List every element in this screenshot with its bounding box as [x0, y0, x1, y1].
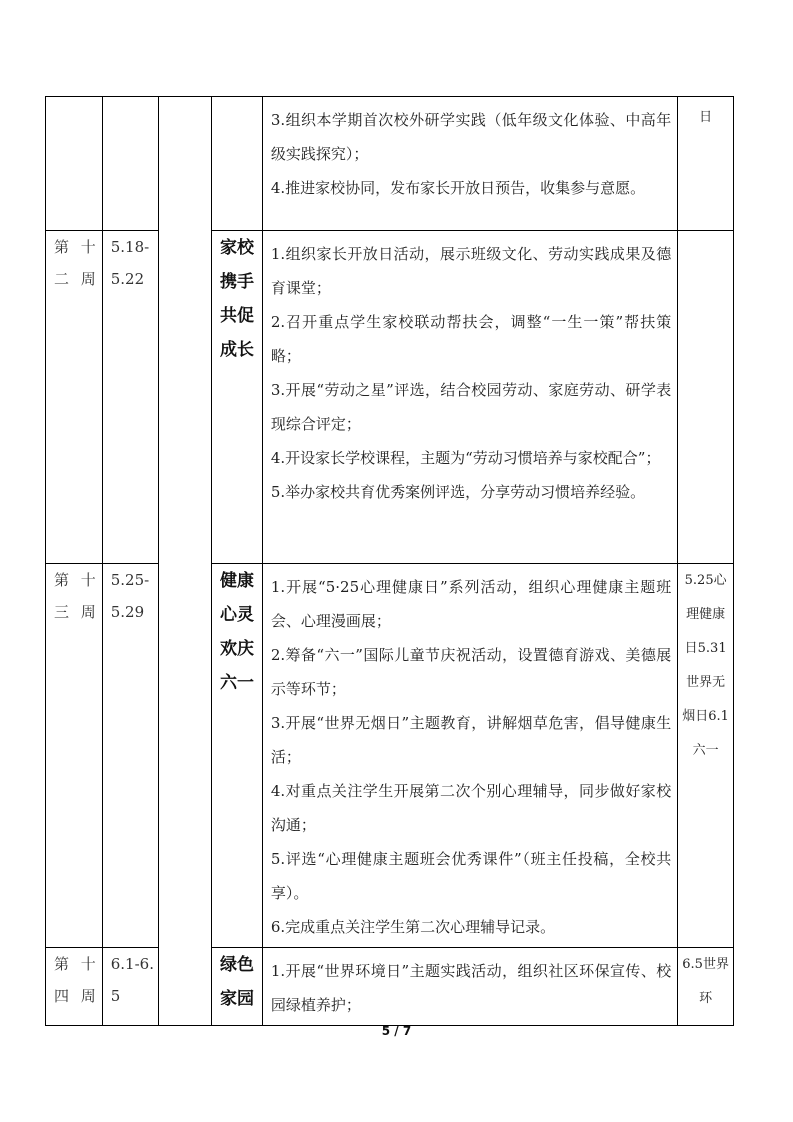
content-item: 1.开展“世界环境日”主题实践活动，组织社区环保宣传、校园绿植养护； [270, 962, 672, 1014]
content-cell [262, 231, 677, 564]
blank-column-cell [159, 97, 212, 1026]
content-item: 4.推进家校协同，发布家长开放日预告，收集参与意愿。 [270, 179, 646, 197]
note-cell [678, 231, 734, 564]
week-label: 第十二周 [54, 238, 96, 288]
content-item: 4.对重点关注学生开展第二次个别心理辅导，同步做好家校沟通； [270, 782, 672, 834]
note-cell [678, 564, 734, 948]
content-item: 1.组织家长开放日活动，展示班级文化、劳动实践成果及德育课堂； [270, 245, 672, 297]
theme-title: 家校携手共促成长 [219, 238, 254, 360]
week-cell [46, 231, 103, 564]
theme-cell [212, 564, 263, 948]
page-number: 5 / 7 [381, 1024, 412, 1038]
theme-cell [212, 231, 263, 564]
table-row [46, 948, 734, 1026]
theme-title: 健康心灵欢庆六一 [219, 571, 254, 693]
week-label: 第十四周 [54, 955, 96, 1005]
date-cell [102, 231, 159, 564]
note-dates: 5.25心理健康日5.31世界无烟日6.1六一 [682, 573, 729, 758]
week-cell [46, 948, 103, 1026]
date-range: 5.25-5.29 [110, 571, 150, 621]
content-cell [262, 97, 677, 231]
note-dates: 6.5世界环 [682, 957, 729, 1006]
table-row [46, 564, 734, 948]
content-item: 2.筹备“六一”国际儿童节庆祝活动，设置德育游戏、美德展示等环节； [270, 646, 672, 698]
week-cell [46, 564, 103, 948]
theme-title: 绿色家园 [219, 955, 254, 1009]
content-item: 5.举办家校共育优秀案例评选，分享劳动习惯培养经验。 [270, 483, 646, 501]
content-list [263, 231, 677, 512]
theme-cell [212, 948, 263, 1026]
content-item: 3.开展“劳动之星”评选，结合校园劳动、家庭劳动、研学表现综合评定； [270, 381, 672, 433]
note-cell: 日 [678, 97, 734, 231]
content-item: 1.开展“5·25心理健康日”系列活动，组织心理健康主题班会、心理漫画展； [270, 578, 672, 630]
content-item: 6.完成重点关注学生第二次心理辅导记录。 [270, 918, 556, 936]
content-cell [262, 564, 677, 948]
date-range: 6.1-6.5 [110, 955, 154, 1005]
note-cell [678, 948, 734, 1026]
table-row [46, 97, 734, 231]
content-item: 4.开设家长学校课程，主题为“劳动习惯培养与家校配合”； [270, 449, 661, 467]
content-item: 2.召开重点学生家校联动帮扶会，调整“一生一策”帮扶策略； [270, 313, 672, 365]
content-item: 3.组织本学期首次校外研学实践（低年级文化体验、中高年级实践探究）； [270, 111, 672, 163]
date-range: 5.18-5.22 [110, 238, 150, 288]
weekly-plan-table [45, 96, 734, 1026]
content-item: 5.评选“心理健康主题班会优秀课件”（班主任投稿，全校共享）。 [270, 850, 672, 902]
content-item: 3.开展“世界无烟日”主题教育，讲解烟草危害，倡导健康生活； [270, 714, 672, 766]
content-cell [262, 948, 677, 1026]
week-label: 第十三周 [54, 571, 96, 621]
content-list [263, 948, 677, 1025]
date-cell [102, 948, 159, 1026]
week-cell [46, 97, 103, 231]
theme-cell [212, 97, 263, 231]
date-cell [102, 564, 159, 948]
content-list [263, 97, 677, 208]
date-cell [102, 97, 159, 231]
table-row [46, 231, 734, 564]
content-list [263, 564, 677, 947]
